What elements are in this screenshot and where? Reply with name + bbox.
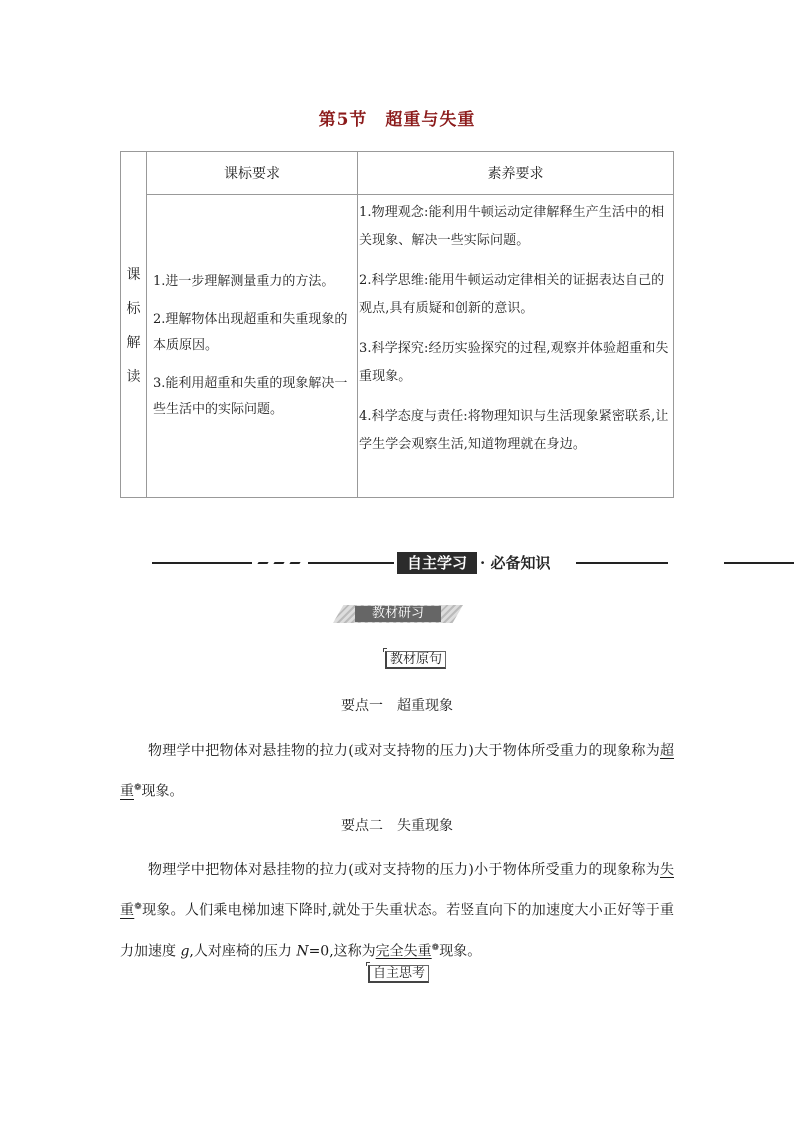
- note-mark-icon: ❁: [431, 942, 440, 953]
- col-header-requirements: 课标要求: [147, 152, 358, 195]
- point1-text: 物理学中把物体对悬挂物的拉力(或对支持物的压力)大于物体所受重力的现象称为: [148, 743, 660, 759]
- banner-dash: [273, 562, 284, 564]
- requirement-item: 1.进一步理解测量重力的方法。: [153, 274, 335, 289]
- tag-label: 教材研习: [355, 606, 441, 622]
- section-number: 第5节: [318, 110, 368, 130]
- side-char: 标: [126, 300, 141, 317]
- point2-text: ,人对座椅的压力: [189, 943, 297, 960]
- section-banner: [0, 552, 794, 574]
- point2-paragraph: [120, 852, 674, 970]
- col-header-literacy: 素养要求: [358, 152, 674, 195]
- literacy-item: 3.科学探究:经历实验探究的过程,观察并体验超重和失重现象。: [359, 341, 669, 384]
- banner-rule-right: [576, 562, 668, 564]
- point1-text-end: 现象。: [141, 783, 184, 800]
- term-complete-weightless: 完全失重: [375, 943, 432, 960]
- textbook-study-tag: [333, 605, 463, 623]
- symbol-g: g: [180, 943, 190, 960]
- curriculum-standards-table: [120, 151, 674, 498]
- side-char: 课: [126, 266, 141, 283]
- requirement-item: 3.能利用超重和失重的现象解决一些生活中的实际问题。: [153, 376, 348, 417]
- side-label-cell: [121, 152, 147, 498]
- point1-paragraph: [120, 733, 674, 811]
- side-char: 解: [126, 334, 141, 351]
- literacy-cell: [358, 195, 674, 498]
- note-mark-icon: ❁: [134, 902, 142, 912]
- banner-rule-left: [152, 562, 252, 564]
- banner-dash: [257, 562, 268, 564]
- banner-rule-edge: [724, 562, 794, 564]
- point2-text-end: 现象。: [439, 943, 482, 960]
- section-topic: 超重与失重: [385, 110, 476, 130]
- banner-tail: · 必备知识: [480, 554, 551, 572]
- point2-text: 物理学中把物体对悬挂物的拉力(或对支持物的压力)小于物体所受重力的现象称为: [148, 862, 660, 878]
- label-self-think: 自主思考: [368, 965, 429, 983]
- side-char: 读: [126, 368, 141, 385]
- banner-box: 自主学习: [397, 552, 477, 574]
- term-overweight: 超重: [120, 743, 674, 800]
- point1-heading: 要点一 超重现象: [341, 698, 453, 714]
- point2-text: =0,这称为: [308, 943, 376, 960]
- banner-dash: [289, 562, 300, 564]
- point2-heading: 要点二 失重现象: [341, 818, 453, 834]
- section-title: [0, 105, 794, 130]
- requirement-item: 2.理解物体出现超重和失重现象的本质原因。: [153, 312, 348, 353]
- label-textbook-original: 教材原句: [385, 651, 446, 669]
- literacy-item: 2.科学思维:能用牛顿运动定律相关的证据表达自己的观点,具有质疑和创新的意识。: [359, 273, 665, 316]
- term-weightless: 失重: [120, 862, 674, 919]
- symbol-n: N: [296, 943, 309, 960]
- banner-rule-mid: [308, 562, 394, 564]
- note-mark-icon: ❁: [134, 783, 142, 793]
- requirements-cell: [147, 195, 358, 498]
- point2-text: 现象。人们乘电梯加速下降时,就处于失重状态。若竖直向下的加速度大小正好等于重力加速度: [120, 902, 675, 960]
- literacy-item: 4.科学态度与责任:将物理知识与生活现象紧密联系,让学生学会观察生活,知道物理就在身边。: [359, 409, 669, 452]
- literacy-item: 1.物理观念:能利用牛顿运动定律解释生产生活中的相关现象、解决一些实际问题。: [359, 205, 665, 248]
